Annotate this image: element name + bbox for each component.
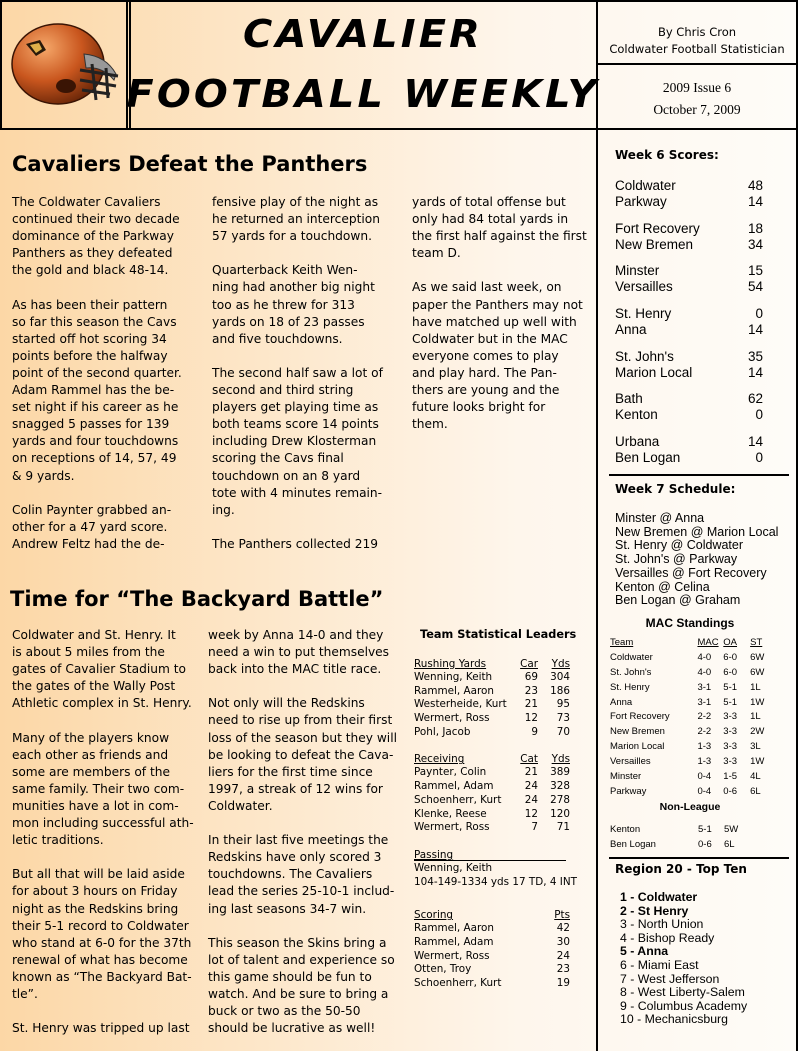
scores-divider <box>609 474 789 476</box>
stats-player: Pohl, Jacob <box>414 725 471 738</box>
standings-cell: Minster <box>610 771 642 783</box>
standings-cell: 6-0 <box>723 666 738 678</box>
standings-cell: St. John's <box>610 666 652 678</box>
stats-player: Rammel, Adam <box>414 935 494 948</box>
standings-cell: Anna <box>610 696 633 708</box>
team-score: 18 <box>747 220 763 236</box>
article-1-column-2 <box>212 194 402 553</box>
standings-cell: St. Henry <box>610 681 650 693</box>
mac-standings <box>610 636 770 852</box>
top-ten-item: 7 - West Jefferson <box>620 971 720 986</box>
stats-value-2: 304 <box>550 671 570 683</box>
masthead-line-1: CAVALIER <box>243 12 483 56</box>
standings-cell: 3-1 <box>697 681 712 693</box>
standings-cell: 2-2 <box>697 726 712 738</box>
stats-value-2: 70 <box>556 725 570 738</box>
stats-row <box>414 794 570 808</box>
stats-col-header: Pts <box>554 909 570 922</box>
nonleague-title <box>610 800 770 815</box>
stats-row <box>414 821 570 835</box>
stats-player: Wermert, Ross <box>414 712 490 725</box>
stats-section-label: Scoring <box>414 909 454 922</box>
nonleague-cell: 5-1 <box>698 823 712 835</box>
stats-player: Schoenherr, Kurt <box>414 793 502 806</box>
standings-row <box>610 770 770 785</box>
header-border-bottom <box>0 128 798 130</box>
team-score: 14 <box>747 322 763 338</box>
nonleague-cell: Kenton <box>610 823 641 835</box>
standings-cell: 3-1 <box>697 696 712 708</box>
week7-schedule-title: Week 7 Schedule: <box>615 482 736 496</box>
stats-player: Wermert, Ross <box>414 821 490 834</box>
score-game <box>615 349 763 392</box>
standings-cell: 1W <box>750 756 765 768</box>
stats-value-1: 23 <box>524 684 538 697</box>
issue-number: 2009 Issue 6 <box>662 80 732 95</box>
score-game <box>615 221 763 264</box>
standings-cell: 3L <box>750 741 761 753</box>
header-divider-issue <box>597 63 798 65</box>
team-score: 0 <box>755 450 763 466</box>
standings-cell: 2-2 <box>697 711 712 723</box>
stats-row <box>414 671 570 685</box>
paragraph: The Coldwater Cavaliers continued their two decade dominance of the Parkway Panthers as they defeated the gold and black 48-14. <box>12 195 180 278</box>
stats-value-1: 12 <box>524 807 538 820</box>
standings-row <box>610 651 770 666</box>
team-name: Parkway <box>615 194 667 209</box>
paragraph: fensive play of the night as he returned an interception 57 yards for a touchdown. <box>212 195 380 244</box>
standings-header-cell: MAC <box>697 637 719 648</box>
standings-cell: 3-3 <box>723 711 738 723</box>
standings-row <box>610 785 770 800</box>
score-game <box>615 391 763 434</box>
paragraph: The second half saw a lot of second and third string players get playing time as both teams score 14 points including Drew Klosterman scoring the Cavs final touchdown on an 8 yard tote with 4 minutes remain- ing. <box>212 365 383 517</box>
score-line <box>615 306 763 322</box>
stats-value-1: 12 <box>524 712 538 725</box>
standings-cell: New Bremen <box>610 726 665 738</box>
standings-cell: 4L <box>750 771 761 783</box>
issue-date: October 7, 2009 <box>653 102 741 117</box>
stats-value-2: 30 <box>556 935 570 948</box>
standings-cell: Coldwater <box>610 651 653 663</box>
stats-player: Klenke, Reese <box>414 807 487 820</box>
standings-row <box>610 681 770 696</box>
stats-value-1: 24 <box>524 780 538 793</box>
stats-passing-label: Passing <box>414 848 454 861</box>
stats-value-2: 71 <box>556 821 570 834</box>
standings-cell: 3-3 <box>723 756 738 768</box>
byline <box>600 24 794 58</box>
standings-title: MAC Standings <box>645 616 735 630</box>
byline-author: By Chris Cron <box>657 25 737 39</box>
score-line <box>615 349 763 365</box>
top-ten-item: 4 - Bishop Ready <box>620 930 715 945</box>
nonleague-cell: 0-6 <box>698 838 712 850</box>
issue-info <box>600 77 794 121</box>
stats-value-2: 186 <box>550 684 570 697</box>
stats-value-2: 120 <box>550 807 570 820</box>
standings-cell: 1-3 <box>697 741 712 753</box>
stats-col-header: Yds <box>551 658 570 670</box>
paragraph: St. Henry was tripped up last <box>12 1021 190 1036</box>
team-name: Urbana <box>615 434 660 450</box>
stats-row <box>414 712 570 726</box>
top-ten-item: 6 - Miami East <box>620 957 699 972</box>
stats-row <box>414 963 570 977</box>
stats-value-2: 23 <box>556 963 570 976</box>
article-1-column-1 <box>12 194 202 553</box>
standings-cell: 6W <box>750 651 765 663</box>
standings-cell: Fort Recovery <box>610 711 670 723</box>
team-score: 34 <box>747 236 763 252</box>
paragraph: As has been their pattern so far this season the Cavs started off hot scoring 34 points before the halfway point of the second quarter. Adam Rammel has the be- set night if his career as he snagged 5 passes for 139 yards and four touchdowns on receptions of 14, 57, 49 & 9 yards. <box>12 297 182 483</box>
paragraph: Colin Paynter grabbed an- other for a 47 yard score. Andrew Feltz had the de- <box>12 502 172 551</box>
week6-scores-title: Week 6 Scores: <box>615 148 719 162</box>
stats-col-header: Yds <box>551 753 570 766</box>
stats-section-columns <box>504 658 570 671</box>
stats-player: Otten, Troy <box>414 963 472 976</box>
nonleague-row <box>610 838 770 853</box>
standings-cell: Parkway <box>610 785 647 797</box>
score-line <box>615 434 763 450</box>
schedule-game: Minster @ Anna <box>615 511 705 525</box>
nonleague-cell: Ben Logan <box>610 838 656 850</box>
team-name: St. Henry <box>615 306 672 322</box>
stats-value-1: 21 <box>524 698 538 711</box>
team-name: Fort Recovery <box>615 220 700 236</box>
schedule-game: Ben Logan @ Graham <box>615 593 741 608</box>
team-score: 62 <box>747 391 763 407</box>
score-line <box>615 450 763 466</box>
team-score: 14 <box>747 434 763 450</box>
top-ten-item: 8 - West Liberty-Salem <box>620 985 745 1000</box>
stats-value-2: 24 <box>556 949 570 962</box>
article-2-column-1 <box>12 627 204 1037</box>
team-name: Bath <box>615 391 643 407</box>
stats-value-1: 24 <box>524 793 538 806</box>
stats-row <box>414 780 570 794</box>
standings-row <box>610 755 770 770</box>
standings-cell: 3-3 <box>723 741 738 753</box>
standings-cell: 3-3 <box>723 726 738 738</box>
stats-value-1: 21 <box>524 766 538 779</box>
article-1-column-3 <box>412 194 592 433</box>
stats-table <box>414 658 577 991</box>
stats-section-label: Rushing Yards <box>414 658 487 670</box>
team-score: 0 <box>755 407 763 423</box>
stats-section-columns <box>504 753 570 766</box>
team-name: Ben Logan <box>615 450 681 466</box>
stats-section-header <box>414 658 570 671</box>
schedule-game: St. Henry @ Coldwater <box>615 538 744 553</box>
article-1-headline: Cavaliers Defeat the Panthers <box>12 152 368 176</box>
paragraph: yards of total offense but only had 84 total yards in the first half against the first team D. <box>412 195 587 261</box>
team-name: Coldwater <box>615 178 676 193</box>
nonleague-row <box>610 823 770 838</box>
team-name: New Bremen <box>615 236 694 252</box>
stats-value-1: 69 <box>524 671 538 683</box>
team-score: 15 <box>747 263 763 279</box>
stats-value-2: 328 <box>550 780 570 793</box>
standings-cell: 6W <box>750 666 765 678</box>
standings-cell: Marion Local <box>610 741 665 753</box>
header-border-top <box>0 0 798 2</box>
standings-cell: 4-0 <box>697 651 712 663</box>
team-score: 48 <box>747 178 763 193</box>
top-ten-item: 9 - Columbus Academy <box>620 998 748 1013</box>
team-name: St. John's <box>615 348 674 364</box>
stats-value-1 <box>514 922 538 936</box>
score-line <box>615 322 763 338</box>
team-name: Marion Local <box>615 364 693 380</box>
score-line <box>615 263 763 279</box>
stats-value-1 <box>514 936 538 950</box>
top-ten-list <box>620 891 747 1027</box>
stats-row <box>414 685 570 699</box>
score-game <box>615 263 763 306</box>
week7-schedule <box>615 512 778 608</box>
score-line <box>615 194 763 210</box>
stats-row <box>414 808 570 822</box>
score-game <box>615 434 763 477</box>
standings-row <box>610 696 770 711</box>
stats-player: Rammel, Adam <box>414 780 494 793</box>
top-ten-title: Region 20 - Top Ten <box>615 862 747 876</box>
top-ten-item: 3 - North Union <box>620 917 704 932</box>
top-ten-item: 2 - St Henry <box>620 903 689 918</box>
stats-title: Team Statistical Leaders <box>420 628 577 641</box>
standings-cell: 2W <box>750 726 765 738</box>
stats-col-header: Car <box>520 658 538 670</box>
sidebar-divider <box>596 130 598 1051</box>
standings-cell: 6L <box>750 785 761 797</box>
standings-cell: 6-0 <box>723 651 738 663</box>
stats-player: Schoenherr, Kurt <box>414 977 502 990</box>
score-line <box>615 237 763 253</box>
football-helmet-icon <box>6 14 122 110</box>
stats-row <box>414 726 570 740</box>
standings-header <box>610 636 770 651</box>
stats-player: Rammel, Aaron <box>414 922 494 935</box>
paragraph: Coldwater and St. Henry. It is about 5 miles from the gates of Cavalier Stadium to the gates of the Wally Post Athletic complex in St. Henry. <box>12 628 192 711</box>
article-2-column-2 <box>208 627 404 1037</box>
standings-cell: 1W <box>750 696 765 708</box>
stats-value-2: 278 <box>550 793 570 806</box>
standings-cell: 1-5 <box>723 771 738 783</box>
stats-value-2: 73 <box>556 712 570 725</box>
stats-col-header: Cat <box>520 753 538 766</box>
standings-cell: Versailles <box>610 756 651 768</box>
schedule-game: Kenton @ Celina <box>615 579 710 594</box>
stats-player: Paynter, Colin <box>414 766 487 779</box>
team-score: 0 <box>755 306 763 322</box>
stats-section-header <box>414 753 570 766</box>
stats-player: Westerheide, Kurt <box>414 698 507 711</box>
standings-header-cell: ST <box>750 637 763 648</box>
schedule-game: St. John's @ Parkway <box>615 552 738 567</box>
standings-cell: 1L <box>750 681 761 693</box>
standings-row <box>610 666 770 681</box>
paragraph: This season the Skins bring a lot of talent and experience so this game should be fun to watch. And be sure to bring a buck or two as the 50-50 should be lucrative as well! <box>208 935 395 1036</box>
stats-value-1: 7 <box>531 821 538 834</box>
stats-value-2: 389 <box>550 766 570 779</box>
team-score: 14 <box>747 364 763 380</box>
top-ten-item: 1 - Coldwater <box>620 890 698 904</box>
header-border-left <box>0 0 2 130</box>
team-name: Anna <box>615 322 647 338</box>
stats-row <box>414 977 570 991</box>
stats-row <box>414 698 570 712</box>
paragraph: The Panthers collected 219 <box>212 536 379 551</box>
team-score: 35 <box>747 348 763 364</box>
top-ten-item: 5 - Anna <box>620 944 669 959</box>
standings-cell: 1-3 <box>697 756 712 768</box>
nonleague-cell: 6L <box>724 838 735 850</box>
paragraph: week by Anna 14-0 and they need a win to put themselves back into the MAC title race. <box>208 628 390 677</box>
paragraph: But all that will be laid aside for about 3 hours on Friday night as the Redskins bring their 5-1 record to Coldwater who stand at 6-0 for the 37th renewal of what has become known as “The Backyard Bat- tle”. <box>12 867 192 1001</box>
standings-cell: 1L <box>750 711 761 723</box>
standings-divider <box>609 857 789 859</box>
score-line <box>615 279 763 295</box>
standings-cell: 0-4 <box>697 785 712 797</box>
stats-value-1 <box>514 963 538 977</box>
standings-cell: 4-0 <box>697 666 712 678</box>
stats-value-1 <box>514 977 538 991</box>
score-line <box>615 365 763 381</box>
masthead-title <box>120 4 605 126</box>
score-line <box>615 221 763 237</box>
top-ten-item: 10 - Mechanicsburg <box>620 1012 728 1027</box>
stats-player: Rammel, Aaron <box>414 684 494 697</box>
stats-row <box>414 766 570 780</box>
stats-section-label: Receiving <box>414 753 465 766</box>
paragraph: Quarterback Keith Wen- ning had another big night too as he threw for 313 yards on 18 of 23 passes and five touchdowns. <box>212 263 375 346</box>
week6-scores <box>615 178 763 477</box>
standings-cell: 0-4 <box>697 771 712 783</box>
stats-value-2: 19 <box>556 977 570 990</box>
score-game <box>615 306 763 349</box>
score-line <box>615 407 763 423</box>
paragraph: Many of the players know each other as friends and some are members of the same family. Their two com- munities have a lot in com- mon including successful ath- letic traditions. <box>12 730 194 848</box>
schedule-game: Versailles @ Fort Recovery <box>615 565 767 580</box>
masthead-line-2: FOOTBALL WEEKLY <box>126 72 600 116</box>
stats-row <box>414 936 570 950</box>
stats-section-columns <box>538 909 570 922</box>
stats-row <box>414 922 570 936</box>
team-name: Minster <box>615 263 660 279</box>
paragraph: As we said last week, on paper the Panthers may not have matched up well with Coldwater but in the MAC everyone comes to play and play hard. The Pan- thers are young and the future looks bright for them. <box>412 280 583 432</box>
stats-passing-line: 104-149-1334 yds 17 TD, 4 INT <box>414 875 577 888</box>
schedule-game: New Bremen @ Marion Local <box>615 524 779 539</box>
score-line <box>615 178 763 194</box>
stats-value-1 <box>514 950 538 964</box>
team-score: 14 <box>747 194 763 209</box>
score-line <box>615 391 763 407</box>
byline-role: Coldwater Football Statistician <box>609 42 785 56</box>
standings-cell: 0-6 <box>723 785 738 797</box>
team-score: 54 <box>747 279 763 295</box>
stats-section-header <box>414 909 570 922</box>
stats-value-2: 42 <box>556 922 570 935</box>
stats-row <box>414 950 570 964</box>
standings-header-cell: Team <box>610 637 634 648</box>
standings-row <box>610 740 770 755</box>
standings-cell: 5-1 <box>723 681 738 693</box>
stats-player: Wenning, Keith <box>414 671 493 683</box>
team-name: Kenton <box>615 407 658 423</box>
team-name: Versailles <box>615 279 673 295</box>
paragraph: In their last five meetings the Redskins have only scored 3 touchdowns. The Cavaliers lead the series 25-10-1 includ- ing last seasons 34-7 win. <box>208 833 395 916</box>
stats-value-2: 95 <box>556 698 570 711</box>
standings-row <box>610 725 770 740</box>
nonleague-label: Non-League <box>659 800 721 813</box>
score-game <box>615 178 763 221</box>
stats-passing-name: Wenning, Keith <box>414 861 493 874</box>
standings-header-cell: OA <box>723 637 738 648</box>
paragraph: Not only will the Redskins need to rise up from their first loss of the season but they will be looking to defeat the Cava- liers for the first time since 1997, a streak of 12 wins for Coldwater. <box>208 696 397 813</box>
stats-player: Wermert, Ross <box>414 949 490 962</box>
stats-value-1: 9 <box>531 725 538 738</box>
article-2-headline: Time for “The Backyard Battle” <box>10 587 384 611</box>
standings-cell: 5-1 <box>723 696 738 708</box>
standings-row <box>610 710 770 725</box>
nonleague-cell: 5W <box>724 823 739 835</box>
